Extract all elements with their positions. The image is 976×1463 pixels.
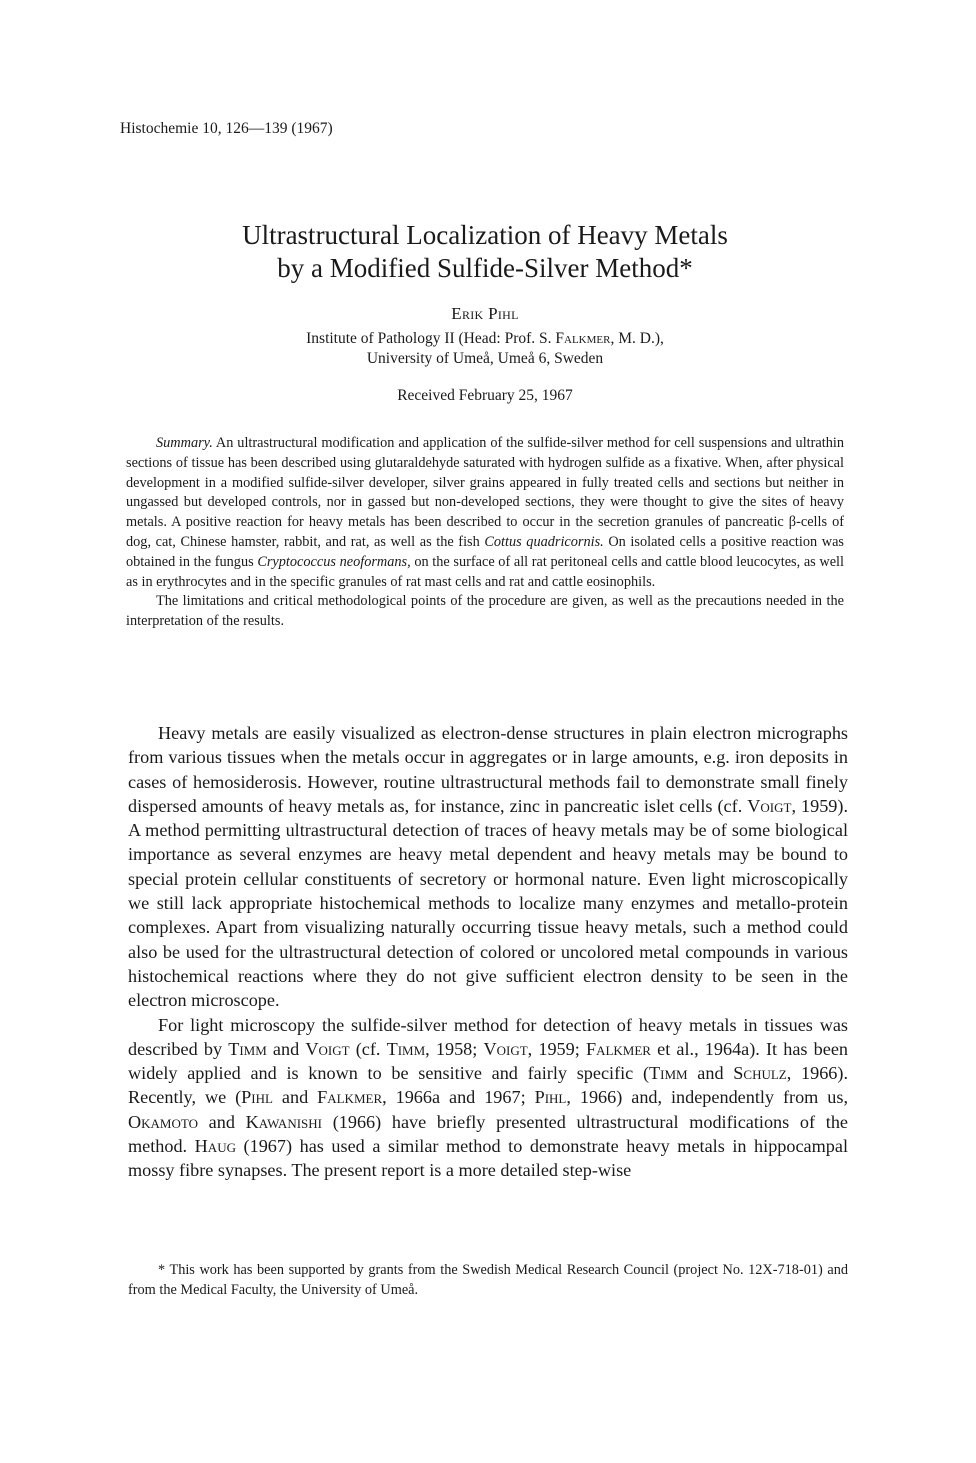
received-date: Received February 25, 1967: [397, 387, 573, 404]
citation-author: Kawanishi: [245, 1111, 322, 1132]
citation-author: Timm: [386, 1038, 426, 1059]
body-text-run: and: [266, 1038, 306, 1059]
summary-text: On isolated cells a positive reaction was obtained in the fungus: [126, 533, 844, 570]
affiliation-head-name: Falkmer: [555, 330, 611, 347]
footnote: [128, 1261, 848, 1300]
summary-abstract: [126, 434, 844, 632]
citation-author: Falkmer: [317, 1087, 383, 1108]
body-text-run: , 1959;: [527, 1038, 586, 1059]
affiliation-text: , M. D.),: [610, 330, 664, 347]
author-affiliation: [120, 329, 850, 369]
body-text-run: , 1966a and 1967;: [382, 1087, 535, 1108]
footnote-text: * This work has been supported by grants from the Swedish Medical Research Council (project No. 12X-718-01) and from the Medical Faculty, the University of Umeå.: [128, 1262, 848, 1298]
citation-author: Haug: [194, 1136, 236, 1157]
body-text-run: , 1959). A method permitting ultrastructural detection of traces of heavy metals may be of some biological importance as several enzymes are heavy metal dependent and heavy metals may be bound to special protein cellular constituents of secretory or hormonal nature. Even light microscopically we still lack appropriate histochemical methods to localize many enzymes and metallo-protein complexes. Apart from visualizing naturally occurring tissue heavy metals, such a method could also be used for the ultrastructural detection of colored or uncolored metal compounds in various histochemical reactions where they do not give sufficient electron density to be seen in the electron microscope.: [128, 795, 849, 1011]
body-text-run: and: [687, 1063, 734, 1084]
body-text-run: , 1966) and, independently from us,: [566, 1087, 848, 1108]
body-text-run: and: [272, 1087, 318, 1108]
title-footnote-mark: *: [679, 253, 693, 283]
affiliation-line-1: [120, 329, 850, 349]
summary-species-name: Cottus quadricornis.: [484, 533, 604, 550]
body-text-run: et al., 1964a). It has been widely applied and is known to be sensitive and fairly specific (: [128, 1038, 849, 1084]
body-text-run: Heavy metals are easily visualized as electron-dense structures in plain electron micrographs from various tissues when the metals occur in aggregates or in large amounts, e.g. iron deposits in cases of hemosiderosis. However, routine ultrastructural methods fail to demonstrate small finely dispersed amounts of heavy metals as, for instance, zinc in pancreatic islet cells (cf.: [128, 723, 848, 816]
body-text-run: , 1958;: [425, 1038, 484, 1059]
affiliation-text: Institute of Pathology II (Head: Prof. S.: [306, 330, 556, 347]
citation-author: Voigt: [305, 1038, 350, 1059]
summary-paragraph-1: [126, 434, 844, 592]
summary-fungus-name: Cryptococcus neoformans,: [257, 553, 411, 570]
citation-author: Timm: [228, 1038, 267, 1059]
summary-label: Summary.: [156, 435, 213, 451]
citation-author: Schulz: [733, 1063, 787, 1084]
citation-author: Voigt: [483, 1038, 528, 1059]
body-text-run: (1966) have briefly presented ultrastructural modifications of the method.: [128, 1111, 848, 1157]
title-line-2-text: by a Modified Sulfide-Silver Method: [277, 253, 680, 283]
citation-author: Voigt: [747, 795, 792, 816]
citation-author: Timm: [649, 1063, 688, 1084]
title-line-2: [120, 252, 850, 285]
body-paragraph-2: [128, 1013, 848, 1183]
citation-author: Pihl: [534, 1087, 567, 1108]
body-paragraph-1: [128, 721, 848, 1013]
summary-text: An ultrastructural modification and application of the sulfide-silver method for cell suspensions and ultrathin sections of tissue has been described using glutaraldehyde saturated with hydrogen sulfide as a fixative. When, after physical development in a modified sulfide-silver developer, silver grains appeared in fully treated cells and sections but neither in ungassed but developed controls, nor in gassed but non-developed sections, they were thought to give the sites of heavy metals. A positive reaction for heavy metals has been described to occur in the secretion granules of pancreatic β-cells of dog, cat, Chinese hamster, rabbit, and rat, as well as the fish: [126, 435, 844, 550]
summary-text: on the surface of all rat peritoneal cells and cattle blood leucocytes, as well as in erythrocytes and in the specific granules of rat mast cells and rat and cattle eosinophils.: [126, 553, 844, 590]
journal-reference: Histochemie 10, 126—139 (1967): [120, 120, 333, 137]
citation-author: Okamoto: [128, 1111, 198, 1132]
author-name: Erik Pihl: [451, 304, 519, 323]
body-text-run: (1967) has used a similar method to demonstrate heavy metals in hippocampal mossy fibre synapses. The present report is a more detailed step-wise: [128, 1136, 848, 1181]
body-text-run: , 1966). Recently, we (: [128, 1063, 848, 1108]
affiliation-line-2: University of Umeå, Umeå 6, Sweden: [366, 350, 604, 367]
paper-title: [120, 219, 850, 285]
citation-author: Falkmer: [585, 1038, 651, 1059]
body-text: [128, 721, 848, 1183]
body-text-run: and: [197, 1111, 246, 1132]
citation-author: Pihl: [241, 1087, 273, 1108]
title-line-1: Ultrastructural Localization of Heavy Metals: [242, 220, 728, 250]
summary-paragraph-2: The limitations and critical methodological points of the procedure are given, as well as the precautions needed in the interpretation of the results.: [126, 593, 844, 630]
body-text-run: For light microscopy the sulfide-silver method for detection of heavy metals in tissues was described by: [128, 1014, 848, 1059]
body-text-run: (cf.: [349, 1038, 387, 1059]
